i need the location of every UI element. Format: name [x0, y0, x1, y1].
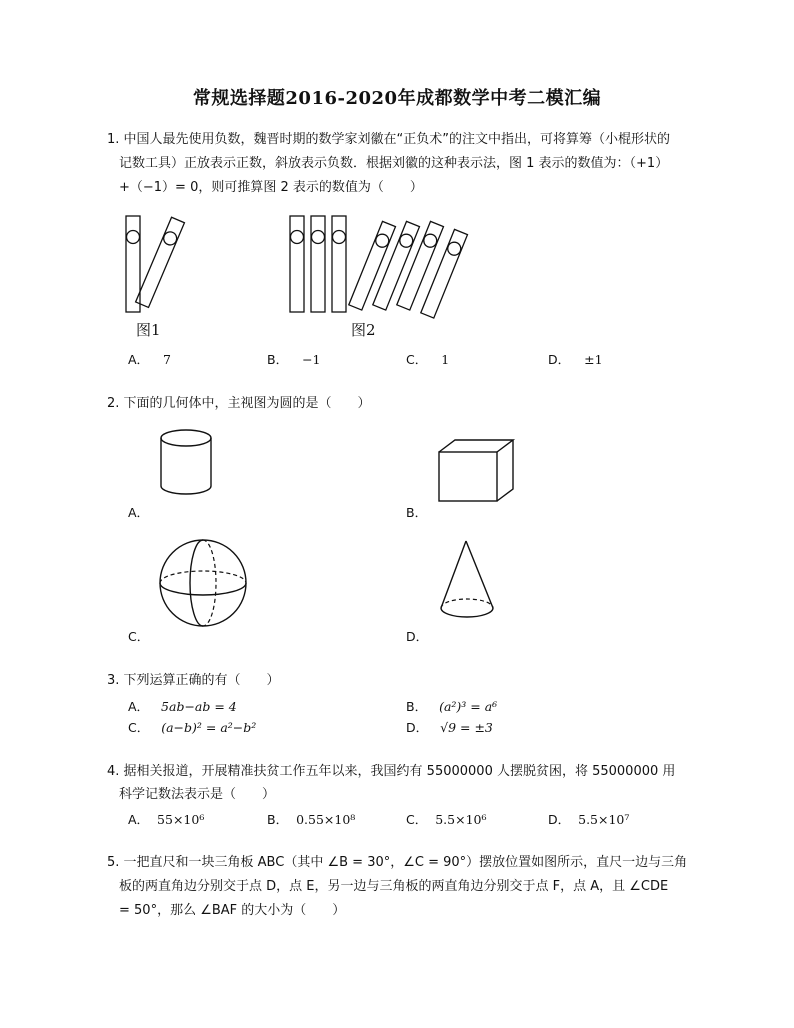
option-text: 5ab−ab = 4: [161, 699, 237, 714]
cylinder-figure: [155, 428, 217, 500]
q2-stem: 2. 下面的几何体中，主视图为圆的是（ ）: [107, 396, 371, 411]
q3-option-c: [128, 718, 256, 736]
rod-circle: [422, 232, 439, 249]
cone-side-left: [441, 541, 466, 608]
cube-front: [439, 452, 497, 501]
option-letter: B．: [267, 352, 289, 367]
rod-circle: [312, 231, 325, 244]
rod-circle: [333, 231, 346, 244]
rod-circle: [446, 240, 463, 257]
q1-line2: 记数工具）正放表示正数，斜放表示负数．根据刘徽的这种表示法，图 1 表示的数值为：（+1）: [119, 156, 669, 171]
option-text: 7: [163, 352, 171, 367]
q5-line1: 5. 一把直尺和一块三角板 ABC（其中 ∠B = 30°，∠C = 90°）摆放位置如图所示，直尺一边与三角: [107, 855, 688, 870]
rod-circle: [374, 232, 391, 249]
q1-figure2: [284, 210, 484, 325]
cylinder-bottom: [161, 486, 211, 494]
rod-slanted: [136, 217, 185, 307]
q1-line1: 1. 中国人最先使用负数，魏晋时期的数学家刘徽在“正负术”的注文中指出，可将算筹（小棍形状的: [107, 132, 671, 147]
option-letter: D．: [548, 352, 571, 367]
cube-figure: [436, 438, 518, 504]
option-letter: C．: [406, 352, 428, 367]
option-letter: A．: [128, 699, 150, 714]
q1-fig2-label: 图2: [351, 321, 376, 339]
rod-circle: [127, 231, 140, 244]
rod-slanted: [421, 229, 468, 318]
q3-option-d: [406, 718, 493, 736]
sphere-meridian-back: [203, 540, 216, 626]
q3-option-b: [406, 697, 497, 715]
page-title: 常规选择题2016-2020年成都数学中考二模汇编: [192, 88, 602, 109]
q4-option-d: [548, 810, 629, 828]
sphere-outline: [160, 540, 246, 626]
option-text: −1: [302, 352, 321, 367]
option-letter: D．: [406, 720, 429, 735]
option-text: 5.5×10⁷: [578, 812, 630, 827]
cube-side: [497, 440, 513, 501]
option-letter: D．: [548, 812, 571, 827]
q4-option-a: [128, 810, 204, 828]
q4-option-b: [267, 810, 355, 828]
option-text: (a²)³ = a⁶: [439, 699, 498, 714]
q2-label-a: A．: [128, 505, 150, 520]
option-letter: B．: [267, 812, 289, 827]
q2-label-b: B．: [406, 505, 428, 520]
q4-line2: 科学记数法表示是（ ）: [119, 787, 276, 802]
cube-top: [439, 440, 513, 452]
q1-option-c: [406, 350, 449, 368]
cone-base-back: [441, 599, 493, 608]
option-letter: C．: [128, 720, 150, 735]
q1-option-b: [267, 350, 321, 368]
option-text: ±1: [584, 352, 603, 367]
option-text: 55×10⁶: [157, 812, 205, 827]
q5-line3: = 50°，那么 ∠BAF 的大小为（ ）: [119, 903, 346, 918]
option-letter: A．: [128, 352, 150, 367]
q3-option-a: [128, 697, 237, 715]
q1-line3: +（−1）= 0，则可推算图 2 表示的数值为（ ）: [119, 180, 423, 195]
q2-label-c: C．: [128, 629, 150, 644]
option-letter: C．: [406, 812, 428, 827]
sphere-equator-back: [160, 571, 246, 583]
option-letter: A．: [128, 812, 150, 827]
cone-figure: [437, 538, 497, 624]
sphere-equator-front: [160, 583, 246, 595]
sphere-figure: [156, 536, 250, 630]
option-text: 5.5×10⁶: [435, 812, 487, 827]
option-text: 0.55×10⁸: [296, 812, 356, 827]
q1-option-a: [128, 350, 171, 368]
q1-figure1: [118, 210, 208, 320]
q1-fig1-label: 图1: [136, 321, 161, 339]
option-text: (a−b)² = a²−b²: [161, 720, 257, 735]
q2-label-d: D．: [406, 629, 429, 644]
option-text: 1: [441, 352, 450, 367]
rod-circle: [291, 231, 304, 244]
q4-option-c: [406, 810, 487, 828]
rod-circle: [162, 230, 179, 247]
q4-line1: 4. 据相关报道，开展精准扶贫工作五年以来，我国约有 55000000 人摆脱贫困，将 55000000 用: [107, 764, 676, 779]
q5-line2: 板的两直角边分别交于点 D，点 E，另一边与三角板的两直角边分别交于点 F，点 A，且 ∠CDE: [119, 879, 669, 894]
rod-circle: [398, 232, 415, 249]
q1-option-d: [548, 350, 603, 368]
option-letter: B．: [406, 699, 428, 714]
sphere-meridian-front: [190, 540, 203, 626]
q3-stem: 3. 下列运算正确的有（ ）: [107, 673, 280, 688]
option-text: √9 = ±3: [440, 720, 493, 735]
cone-side-right: [466, 541, 493, 608]
cylinder-top: [161, 430, 211, 446]
cone-base-front: [441, 608, 493, 617]
